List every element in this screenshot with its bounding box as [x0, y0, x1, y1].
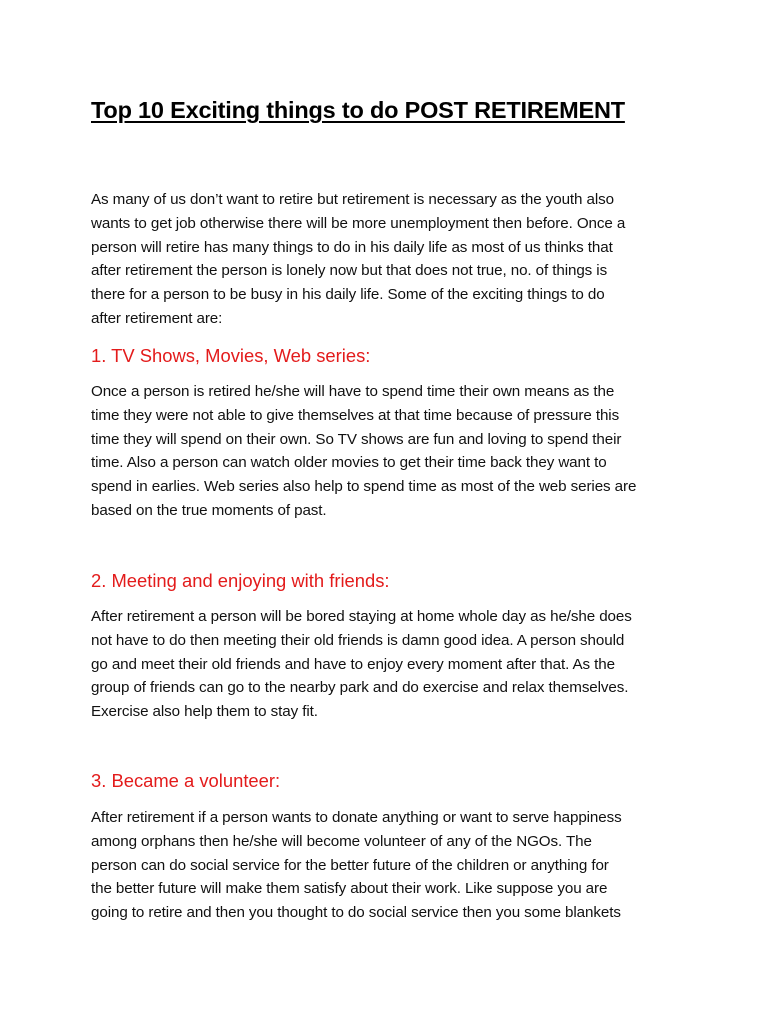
- section-paragraph-meeting-friends: [91, 605, 691, 724]
- section-paragraph-volunteer: [91, 806, 691, 925]
- text-line: after retirement are:: [91, 309, 223, 327]
- text-line: based on the true moments of past.: [91, 501, 327, 519]
- text-line: after retirement the person is lonely now but that does not true, no. of things is: [91, 262, 608, 280]
- text-line: time. Also a person can watch older movies to get their time back they want to: [91, 454, 607, 472]
- text-line: go and meet their old friends and have to enjoy every moment after that. As the: [91, 655, 615, 673]
- text-line: After retirement if a person wants to donate anything or want to serve happiness: [91, 809, 622, 826]
- section-heading-volunteer: 3. Became a volunteer:: [91, 770, 281, 791]
- text-line: Once a person is retired he/she will have to spend time their own means as the: [91, 383, 615, 400]
- section-heading-meeting-friends: 2. Meeting and enjoying with friends:: [91, 570, 390, 591]
- section-paragraph-tv-shows: [91, 380, 691, 523]
- text-line: As many of us don’t want to retire but retirement is necessary as the youth also: [91, 191, 614, 208]
- text-line: person can do social service for the better future of the children or anything for: [91, 856, 609, 874]
- text-line: spend in earlies. Web series also help to spend time as most of the web series are: [91, 478, 637, 496]
- text-line: going to retire and then you thought to do social service then you some blankets: [91, 904, 621, 922]
- text-line: Exercise also help them to stay fit.: [91, 703, 318, 721]
- text-line: time they were not able to give themselves at that time because of pressure this: [91, 406, 620, 424]
- text-line: not have to do then meeting their old friends is damn good idea. A person should: [91, 631, 625, 649]
- document-title: Top 10 Exciting things to do POST RETIREMENT: [91, 97, 625, 123]
- text-line: person will retire has many things to do in his daily life as most of us thinks that: [91, 238, 613, 256]
- text-line: group of friends can go to the nearby park and do exercise and relax themselves.: [91, 679, 629, 697]
- text-line: there for a person to be busy in his daily life. Some of the exciting things to do: [91, 286, 605, 304]
- section-heading-tv-shows: 1. TV Shows, Movies, Web series:: [91, 345, 371, 366]
- text-line: wants to get job otherwise there will be more unemployment then before. Once a: [91, 214, 626, 232]
- text-line: the better future will make them satisfy about their work. Like suppose you are: [91, 880, 608, 898]
- text-line: among orphans then he/she will become volunteer of any of the NGOs. The: [91, 832, 592, 850]
- text-line: After retirement a person will be bored staying at home whole day as he/she does: [91, 608, 632, 625]
- intro-paragraph: [91, 188, 691, 331]
- text-line: time they will spend on their own. So TV shows are fun and loving to spend their: [91, 430, 622, 448]
